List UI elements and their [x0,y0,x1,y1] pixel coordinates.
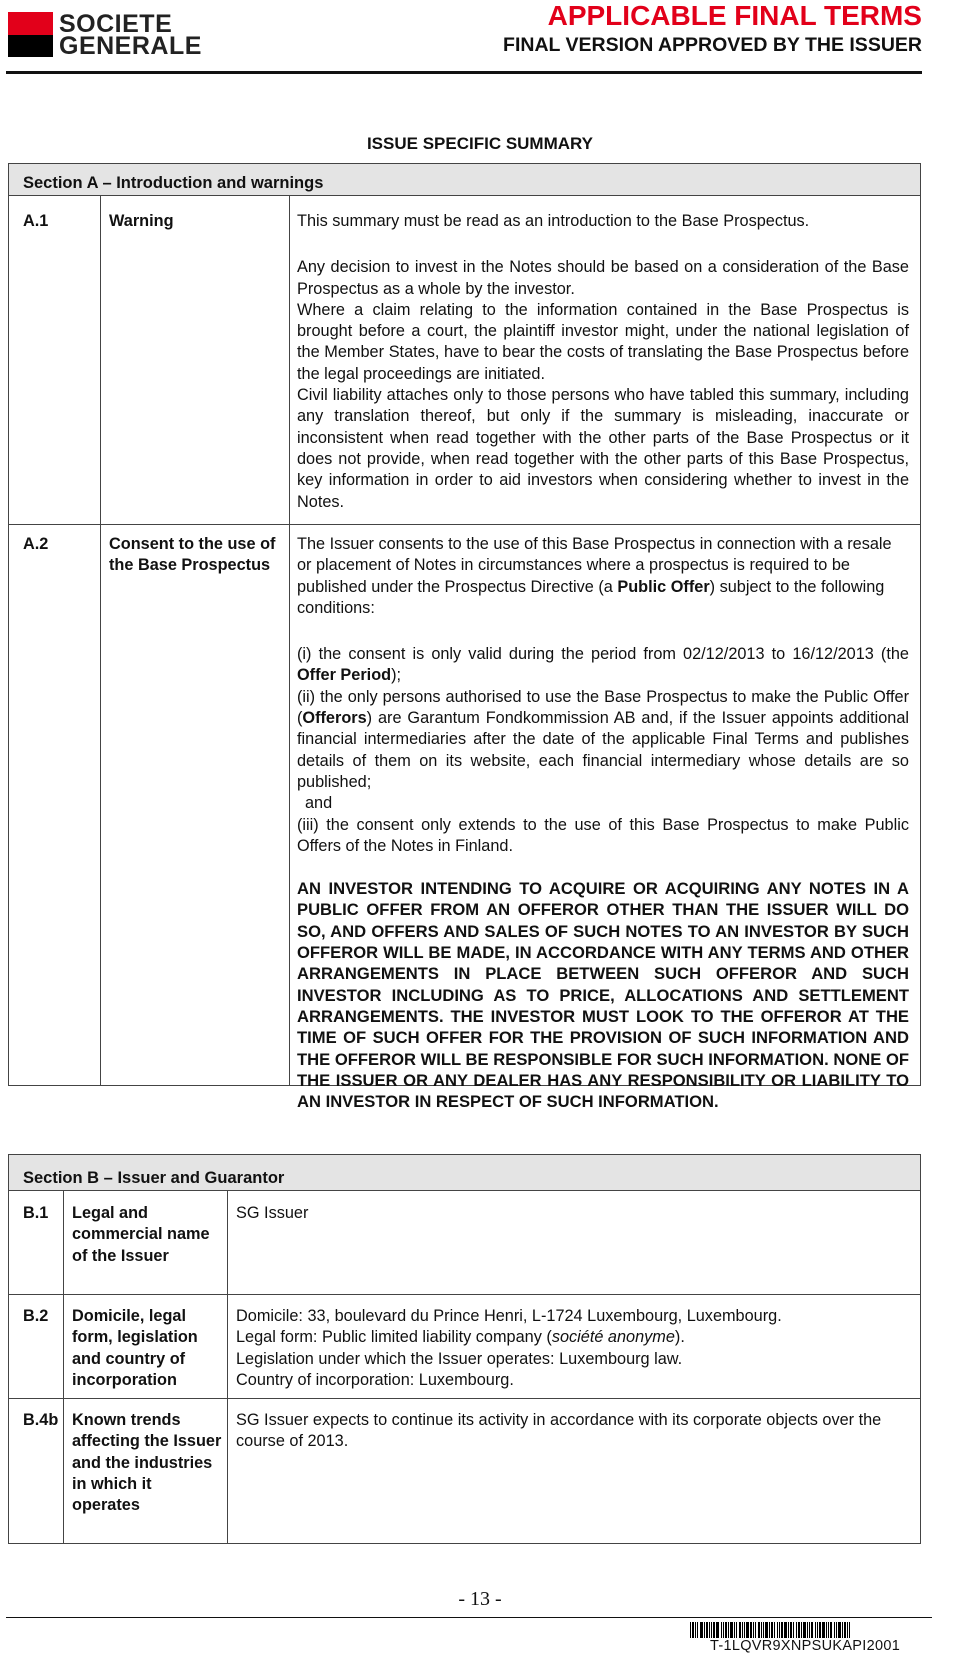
barcode-bar [844,1622,846,1638]
barcode-bar [723,1622,724,1638]
barcode-bar [750,1622,752,1638]
header-title: APPLICABLE FINAL TERMS [547,0,922,31]
barcode-bar [836,1622,837,1638]
a2-and: and [305,794,333,813]
barcode-bar [798,1622,800,1638]
a1-paragraph-3: Where a claim relating to the information contained in the Base Prospectus is brought before a court, the plaintiff investor might, under the national legislation of the Member States, have to bear the costs of translating the Base Prospectus before the legal proceedings are initiated. [297,300,909,383]
barcode-bar [697,1622,698,1638]
barcode-bar [807,1622,808,1638]
barcode-bar [788,1622,789,1638]
barcode-bar [849,1622,850,1638]
b2-value [236,1306,906,1391]
barcode-bar [790,1622,792,1638]
section-b-heading: Section B – Issuer and Guarantor [23,1169,285,1187]
section-a-heading: Section A – Introduction and warnings [23,174,324,192]
b2-country: Country of incorporation: Luxembourg. [236,1370,514,1389]
b4b-label: Known trends affecting the Issuer and the industries in which it operates [72,1411,222,1515]
barcode-bar [817,1622,818,1638]
barcode-bar [744,1622,745,1638]
public-offer-term: Public Offer [617,577,710,596]
section-b-row-divider-1 [8,1294,921,1295]
b1-label: Legal and commercial name of the Issuer [72,1204,210,1265]
a1-paragraph-1: This summary must be read as an introduction to the Base Prospectus. [297,212,810,230]
section-b-heading-bar [8,1154,921,1191]
barcode-text: T-1LQVR9XNPSUKAPI2001 [710,1638,901,1654]
barcode-bar [753,1622,754,1638]
header-title-block [503,0,922,58]
barcode-bar [779,1622,780,1638]
b4b-value: SG Issuer expects to continue its activity in accordance with its corporate objects over the course of 2013. [236,1411,882,1451]
offerors-term: Offerors [302,709,367,728]
barcode-bar [692,1622,694,1638]
section-a-col-divider-2 [289,196,290,1085]
section-a-heading-bar [8,163,921,196]
barcode-bar [728,1622,729,1638]
barcode-bar [742,1622,743,1638]
barcode-bar [830,1622,832,1638]
barcode-bar [784,1622,787,1638]
a2-body [297,534,909,1112]
barcode-bar [822,1622,825,1638]
barcode-bar [774,1622,775,1638]
b4b-code: B.4b [23,1411,59,1429]
logo-text [59,9,202,60]
section-a-col-divider-1 [100,196,101,1085]
barcode-bar [769,1622,770,1638]
barcode-bar [811,1622,813,1638]
b2-label: Domicile, legal form, legislation and country of incorporation [72,1307,198,1389]
b1-code: B.1 [23,1204,49,1222]
barcode-bar [706,1622,708,1638]
b2-legislation: Legislation under which the Issuer operates: Luxembourg law. [236,1349,683,1368]
b2-domicile: Domicile: 33, boulevard du Prince Henri, L-1724 Luxembourg, Luxembourg. [236,1307,782,1325]
logo-square-icon [8,12,53,57]
barcode-bar [761,1622,762,1638]
a1-label: Warning [109,212,174,230]
section-b-col-divider-1 [63,1191,64,1543]
barcode-bar [713,1622,715,1638]
barcode-bar [815,1622,816,1638]
barcode-bar [721,1622,722,1638]
section-b-col-divider-2 [227,1191,228,1543]
barcode-bar [746,1622,749,1638]
barcode-bar [700,1622,703,1638]
barcode-bar [803,1622,806,1638]
barcode-bar [765,1622,768,1638]
a2-condition-1: (i) the consent is only valid during the period from 02/12/2013 to 16/12/2013 (the Offer Period); [297,645,909,685]
barcode-bar [838,1622,841,1638]
barcode-bar [801,1622,802,1638]
header-subtitle: FINAL VERSION APPROVED BY THE ISSUER [503,34,922,56]
a2-condition-3: (iii) the consent only extends to the use of this Base Prospectus to make Public Offers of the Notes in Finland. [297,815,909,855]
footer-rule [6,1617,932,1618]
page-number: - 13 - [458,1588,502,1610]
barcode-bar [734,1622,735,1638]
barcode-bar [828,1622,829,1638]
section-a-row-divider [8,524,921,525]
a1-paragraph-2: Any decision to invest in the Notes should be based on a consideration of the Base Prospectus as a whole by the investor. [297,258,909,298]
logo-line-1: SOCIETE [59,9,173,38]
barcode-bar [771,1622,773,1638]
barcode-bar [777,1622,778,1638]
b2-legal-form: Legal form: Public limited liability company (société anonyme). [236,1328,685,1347]
barcode-bar [834,1622,835,1638]
barcode-bar [730,1622,733,1638]
barcode-bar [704,1622,705,1638]
section-b-row-divider-2 [8,1398,921,1399]
barcode-bar [826,1622,827,1638]
barcode-bar [781,1622,783,1638]
summary-title: ISSUE SPECIFIC SUMMARY [366,134,594,153]
offer-period-term: Offer Period [297,666,392,685]
logo-line-2: GENERALE [59,31,202,60]
a2-investor-notice: AN INVESTOR INTENDING TO ACQUIRE OR ACQUIRING ANY NOTES IN A PUBLIC OFFER FROM AN OFFEROR OTHER THAN THE ISSUER WILL DO SO, AND OFFERS AND SALES OF SUCH NOTES TO AN INVESTOR BY SUCH OFFEROR WILL BE MADE, IN ACCORDANCE WITH ANY TERMS AND OTHER ARRANGEMENTS IN PLACE BETWEEN SUCH OFFEROR AND SUCH INVESTOR INCLUDING AS TO PRICE, ALLOCATIONS AND SETTLEMENT ARRANGEMENTS. THE INVESTOR MUST LOOK TO THE OFFEROR AT THE TIME OF SUCH OFFER FOR THE PROVISION OF SUCH INFORMATION AND THE OFFEROR WILL BE RESPONSIBLE FOR SUCH INFORMATION. NONE OF THE ISSUER OR ANY DEALER HAS ANY RESPONSIBILITY OR LIABILITY TO AN INVESTOR IN RESPECT OF SUCH INFORMATION. [297,879,909,1112]
b1-value: SG Issuer [236,1204,309,1222]
barcode-bar [725,1622,727,1638]
barcode-bar [695,1622,696,1638]
barcode-bar [758,1622,760,1638]
header-rule [6,71,922,74]
a1-body [297,211,909,513]
a1-paragraph-4: Civil liability attaches only to those persons who have tabled this summary, including any translation thereof, but only if the summary is misleading, inaccurate or inconsistent when read together with the other parts of the Base Prospectus or it does not provide, when read together with the other parts of this Base Prospectus, key information in order to aid investors when considering whether to invest in the Notes. [297,386,909,511]
a1-code: A.1 [23,212,49,230]
barcode-bar [709,1622,710,1638]
barcode-bar [736,1622,737,1638]
barcode-bar [809,1622,810,1638]
barcode-bar [690,1622,691,1638]
societe-generale-logo [8,9,202,60]
barcode-icon [690,1622,920,1638]
a2-label: Consent to the use of the Base Prospectus [109,535,276,575]
barcode-bar [796,1622,797,1638]
barcode-bar [793,1622,794,1638]
a2-code: A.2 [23,535,49,553]
barcode-bar [847,1622,848,1638]
a2-condition-2: (ii) the only persons authorised to use the Base Prospectus to make the Public Offer (Offerors) are Garantum Fondkommission AB and, if the Issuer appoints additional financial intermediaries after the date of the applicable Final Terms and publishes details of them on its website, each financial intermediary whose details are so published; [297,687,909,791]
b2-code: B.2 [23,1307,49,1325]
barcode-bar [763,1622,764,1638]
barcode-bar [711,1622,712,1638]
barcode-bar [842,1622,843,1638]
barcode-bar [755,1622,756,1638]
barcode-bar [739,1622,741,1638]
a2-paragraph-1: The Issuer consents to the use of this Base Prospectus in connection with a resale or placement of Notes in circumstances where a prospectus is required to be published under the Prospectus Directive (a Public Offer) subject to the following conditions: [297,535,892,617]
barcode-bar [716,1622,719,1638]
barcode-bar [819,1622,821,1638]
